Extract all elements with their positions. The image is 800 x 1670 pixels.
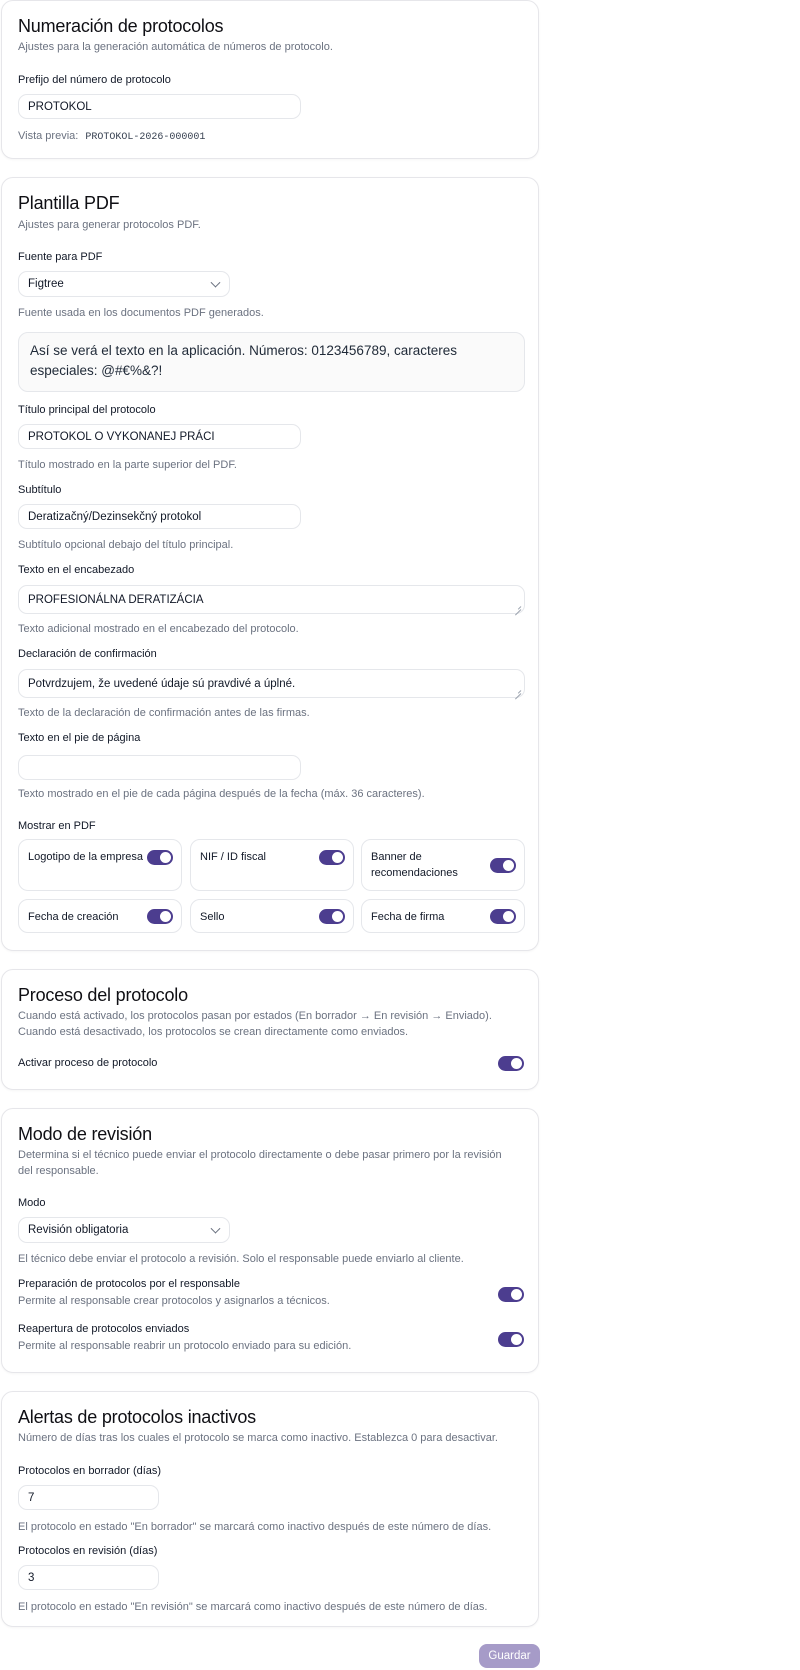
header-text-textarea[interactable] <box>18 585 525 614</box>
prefix-input[interactable]: PROTOKOL <box>18 94 301 119</box>
font-preview: Así se verá el texto en la aplicación. Números: 0123456789, caracteres especiales: @#€%&?! <box>18 332 525 392</box>
font-select-value: Figtree <box>28 278 64 290</box>
prep-label: Preparación de protocolos por el responsable <box>18 1278 240 1290</box>
prep-help: Permite al responsable crear protocolos y asignarlos a técnicos. <box>18 1295 330 1307</box>
pdf-template-description: Ajustes para generar protocolos PDF. <box>18 219 201 231</box>
header-text-value: PROFESIONÁLNA DERATIZÁCIA <box>28 593 204 606</box>
chevron-down-icon <box>211 278 221 288</box>
option-signature-date-label: Fecha de firma <box>371 911 445 923</box>
process-title: Proceso del protocolo <box>18 985 188 1005</box>
option-signature-date-toggle[interactable] <box>490 909 516 924</box>
preview-row <box>18 130 205 143</box>
reopen-toggle[interactable] <box>498 1332 524 1347</box>
option-tax-id-toggle[interactable] <box>319 850 345 865</box>
show-in-pdf-label: Mostrar en PDF <box>18 820 96 832</box>
preview-label: Vista previa: <box>18 130 79 142</box>
prep-toggle[interactable] <box>498 1287 524 1302</box>
review-title: Modo de revisión <box>18 1124 152 1144</box>
confirm-label: Declaración de confirmación <box>18 648 157 660</box>
numbering-description: Ajustes para la generación automática de números de protocolo. <box>18 41 333 53</box>
draft-days-input[interactable]: 7 <box>18 1485 159 1510</box>
footer-text-input[interactable] <box>18 755 301 780</box>
process-card <box>1 969 539 1090</box>
main-title-help: Título mostrado en la parte superior del PDF. <box>18 459 237 471</box>
preview-value: PROTOKOL-2026-000001 <box>85 132 206 143</box>
reopen-help: Permite al responsable reabrir un protocolo enviado para su edición. <box>18 1340 352 1352</box>
option-stamp-label: Sello <box>200 911 225 923</box>
footer-text-label: Texto en el pie de página <box>18 732 141 744</box>
subtitle-input[interactable]: Deratizačný/Dezinsekčný protokol <box>18 504 301 529</box>
font-help: Fuente usada en los documentos PDF generados. <box>18 307 264 319</box>
review-days-help: El protocolo en estado "En revisión" se marcará como inactivo después de este número de días. <box>18 1601 488 1613</box>
subtitle-help: Subtítulo opcional debajo del título principal. <box>18 539 234 551</box>
review-days-input[interactable]: 3 <box>18 1565 159 1590</box>
footer-text-help: Texto mostrado en el pie de cada página después de la fecha (máx. 36 caracteres). <box>18 788 425 800</box>
option-created-date-toggle[interactable] <box>147 909 173 924</box>
process-toggle-label: Activar proceso de protocolo <box>18 1057 158 1069</box>
draft-days-label: Protocolos en borrador (días) <box>18 1465 162 1477</box>
confirm-value: Potvrdzujem, že uvedené údaje sú pravdivé a úplné. <box>28 677 296 690</box>
process-description: Cuando está activado, los protocolos pasan por estados (En borrador → En revisión → Enviado). Cuando está desactivado, los protocolos se crean directamente como enviados. <box>18 1010 492 1038</box>
option-tax-id-label: NIF / ID fiscal <box>200 851 267 863</box>
confirm-help: Texto de la declaración de confirmación antes de las firmas. <box>18 707 310 719</box>
numbering-card <box>1 0 539 159</box>
draft-days-help: El protocolo en estado "En borrador" se marcará como inactivo después de este número de días. <box>18 1521 492 1533</box>
resize-grip-icon[interactable] <box>514 603 521 610</box>
alerts-card <box>1 1391 539 1627</box>
subtitle-label: Subtítulo <box>18 484 62 496</box>
option-tax-id[interactable] <box>190 839 354 891</box>
option-created-date[interactable] <box>18 899 182 933</box>
pdf-template-title: Plantilla PDF <box>18 193 120 213</box>
option-created-date-label: Fecha de creación <box>28 911 119 923</box>
mode-select[interactable] <box>18 1217 230 1243</box>
confirm-textarea[interactable] <box>18 669 525 698</box>
option-logo-toggle[interactable] <box>147 850 173 865</box>
mode-select-value: Revisión obligatoria <box>28 1224 129 1236</box>
review-card <box>1 1108 539 1373</box>
review-description: Determina si el técnico puede enviar el protocolo directamente o debe pasar primero por la revisión del responsable. <box>18 1149 502 1177</box>
prefix-label: Prefijo del número de protocolo <box>18 74 171 86</box>
main-title-label: Título principal del protocolo <box>18 404 156 416</box>
process-toggle[interactable] <box>498 1056 524 1071</box>
header-text-help: Texto adicional mostrado en el encabezado del protocolo. <box>18 623 299 635</box>
review-days-label: Protocolos en revisión (días) <box>18 1545 158 1557</box>
option-stamp[interactable] <box>190 899 354 933</box>
resize-grip-icon[interactable] <box>514 687 521 694</box>
option-signature-date[interactable] <box>361 899 525 933</box>
font-label: Fuente para PDF <box>18 251 103 263</box>
save-button[interactable]: Guardar <box>479 1644 540 1668</box>
pdf-template-card <box>1 177 539 951</box>
option-banner-toggle[interactable] <box>490 858 516 873</box>
main-title-input[interactable]: PROTOKOL O VYKONANEJ PRÁCI <box>18 424 301 449</box>
header-text-label: Texto en el encabezado <box>18 564 135 576</box>
chevron-down-icon <box>211 1224 221 1234</box>
option-stamp-toggle[interactable] <box>319 909 345 924</box>
option-logo-label: Logotipo de la empresa <box>28 851 143 863</box>
alerts-description: Número de días tras los cuales el protocolo se marca como inactivo. Establezca 0 para desactivar. <box>18 1432 498 1444</box>
option-logo[interactable] <box>18 839 182 891</box>
mode-help: El técnico debe enviar el protocolo a revisión. Solo el responsable puede enviarlo al cliente. <box>18 1253 464 1265</box>
numbering-title: Numeración de protocolos <box>18 16 224 36</box>
reopen-label: Reapertura de protocolos enviados <box>18 1323 190 1335</box>
option-banner[interactable] <box>361 839 525 891</box>
option-banner-label: Banner de recomendaciones <box>371 851 458 879</box>
alerts-title: Alertas de protocolos inactivos <box>18 1407 256 1427</box>
mode-label: Modo <box>18 1197 46 1209</box>
font-select[interactable] <box>18 271 230 297</box>
